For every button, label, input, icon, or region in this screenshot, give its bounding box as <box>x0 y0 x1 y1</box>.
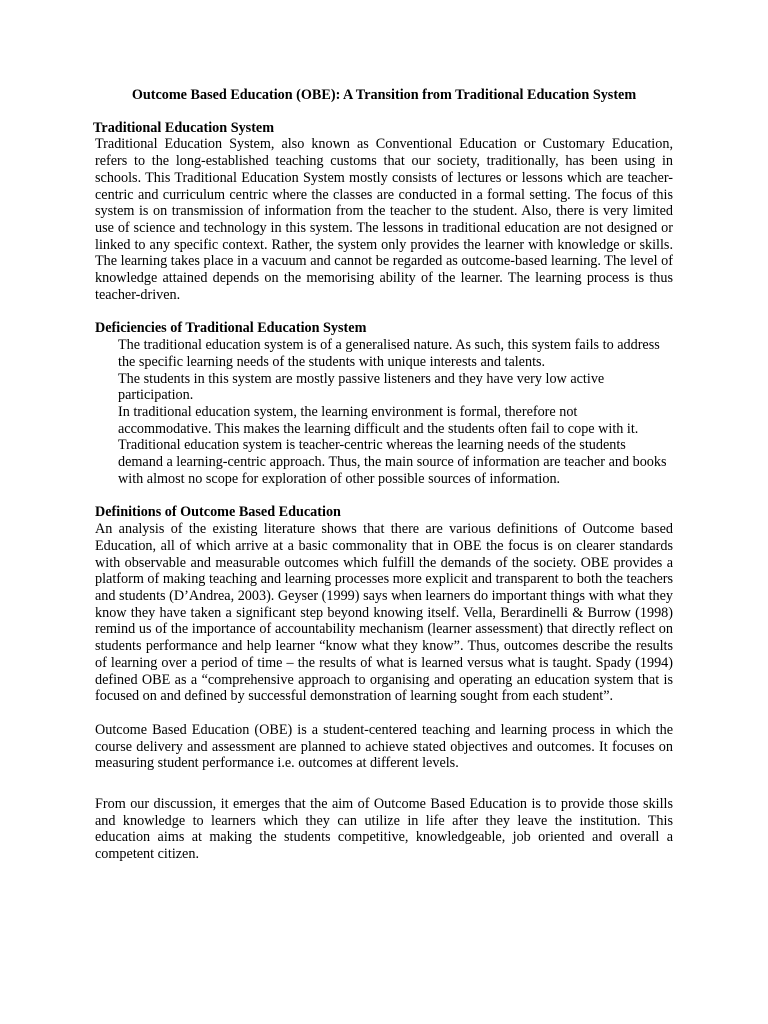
document-page <box>95 87 673 880</box>
section-obe-definitions <box>95 504 673 862</box>
paragraph: Traditional Education System, also known as Conventional Education or Customary Education, refers to the long-established teaching customs that our society, traditionally, has been using in schools. This Traditional Education System mostly consists of lectures or lessons which are teacher-centric and curriculum centric where the classes are conducted in a formal setting. The focus of this system is on transmission of information from the teacher to the student. Also, there is very limited use of science and technology in this system. The lessons in traditional education are not designed or linked to any specific context. Rather, the system only provides the learner with knowledge or skills. The learning takes place in a vacuum and cannot be regarded as outcome-based learning. The level of knowledge attained depends on the memorising ability of the learner. The learning process is thus teacher-driven. <box>95 136 673 303</box>
section-deficiencies <box>95 320 673 487</box>
deficiency-list <box>95 337 673 487</box>
paragraph: From our discussion, it emerges that the aim of Outcome Based Education is to provide those skills and knowledge to learners which they can utilize in life after they leave the institution. This education aims at making the students competitive, knowledgeable, job oriented and overall a competent citizen. <box>95 796 673 863</box>
section-heading: Deficiencies of Traditional Education System <box>95 320 367 337</box>
section-heading: Definitions of Outcome Based Education <box>95 504 341 521</box>
section-traditional-education <box>95 120 673 304</box>
section-heading: Traditional Education System <box>93 119 275 136</box>
paragraph: Outcome Based Education (OBE) is a student-centered teaching and learning process in which the course delivery and assessment are planned to achieve stated objectives and outcomes. It focuses on measuring student performance i.e. outcomes at different levels. <box>95 721 673 772</box>
list-item: In traditional education system, the learning environment is formal, therefore not accommodative. This makes the learning difficult and the students often fail to cope with it. <box>118 403 639 437</box>
paragraph: An analysis of the existing literature shows that there are various definitions of Outcome based Education, all of which arrive at a basic commonality that in OBE the focus is on clearer standards with observable and measurable outcomes which fulfill the demands of the society. OBE provides a platform of making teaching and learning processes more explicit and transparent to both the teachers and students (D’Andrea, 2003). Geyser (1999) says when learners do important things with what they know they have taken a significant step beyond knowing itself. Vella, Berardinelli & Burrow (1998) remind us of the importance of accountability mechanism (learner assessment) that directly reflect on students performance and help learner “know what they know”. Thus, outcomes describe the results of learning over a period of time – the results of what is learned versus what is taught. Spady (1994) defined OBE as a “comprehensive approach to organising and operating an education system that is focused on and defined by successful demonstration of learning sought from each student”. <box>95 521 673 705</box>
list-item: The traditional education system is of a generalised nature. As such, this system fails to address the specific learning needs of the students with unique interests and talents. <box>118 337 660 370</box>
list-item: The students in this system are mostly passive listeners and they have very low active participation. <box>118 370 605 404</box>
list-item: Traditional education system is teacher-centric whereas the learning needs of the students demand a learning-centric approach. Thus, the main source of information are teacher and books with almost no scope for exploration of other possible sources of information. <box>118 437 667 487</box>
document-title: Outcome Based Education (OBE): A Transition from Traditional Education System <box>131 87 637 103</box>
